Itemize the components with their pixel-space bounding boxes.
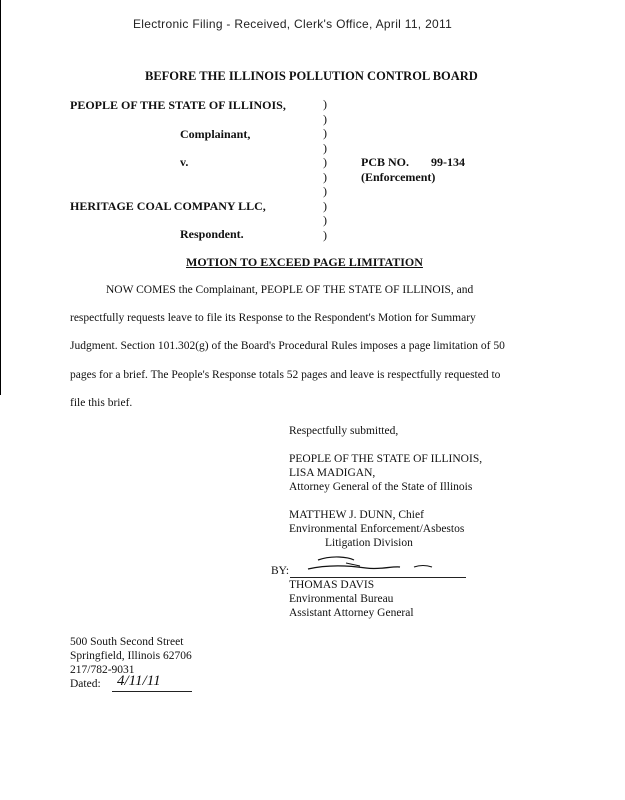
attorney-general-name: LISA MADIGAN, [289, 467, 376, 479]
body-line: Judgment. Section 101.302(g) of the Board's Procedural Rules imposes a page limitation of 50 [70, 340, 505, 352]
defendant-role: Respondent. [180, 227, 244, 241]
body-line: pages for a brief. The People's Response totals 52 pages and leave is respectfully requested to [70, 369, 501, 381]
attorney-bureau: Environmental Bureau [289, 593, 394, 605]
dated-label: Dated: [70, 678, 101, 690]
motion-title: MOTION TO EXCEED PAGE LIMITATION [186, 255, 423, 269]
filing-header: Electronic Filing - Received, Clerk's Office, April 11, 2011 [133, 17, 453, 31]
chief-division-line-2: Litigation Division [325, 537, 413, 549]
case-number [361, 155, 465, 170]
case-number-value: 99-134 [431, 155, 465, 169]
body-line: file this brief. [70, 397, 133, 409]
board-title: BEFORE THE ILLINOIS POLLUTION CONTROL BOARD [145, 69, 478, 83]
by-label: BY: [271, 565, 290, 577]
dated-value: 4/11/11 [117, 673, 161, 689]
address-city: Springfield, Illinois 62706 [70, 650, 192, 662]
signature-line [290, 577, 466, 578]
plaintiff-role: Complainant, [180, 127, 251, 141]
versus-label: v. [180, 155, 189, 169]
chief-division-line-1: Environmental Enforcement/Asbestos [289, 523, 465, 535]
handwritten-signature-icon [300, 552, 440, 576]
party-name: PEOPLE OF THE STATE OF ILLINOIS, [289, 453, 483, 465]
defendant-name: HERITAGE COAL COMPANY LLC, [70, 199, 266, 213]
address-phone: 217/782-9031 [70, 664, 135, 676]
scan-edge-line [0, 0, 1, 395]
respectfully-submitted: Respectfully submitted, [289, 425, 399, 437]
body-line: respectfully requests leave to file its Response to the Respondent's Motion for Summary [70, 312, 476, 324]
attorney-name: THOMAS DAVIS [289, 579, 375, 591]
caption-parentheses: ) ) ) ) ) ) ) ) ) ) [323, 97, 327, 242]
body-line: NOW COMES the Complainant, PEOPLE OF THE STATE OF ILLINOIS, and [106, 284, 474, 296]
chief-name: MATTHEW J. DUNN, Chief [289, 509, 424, 521]
attorney-general-title: Attorney General of the State of Illinois [289, 481, 473, 493]
plaintiff-name: PEOPLE OF THE STATE OF ILLINOIS, [70, 98, 286, 112]
case-number-label: PCB NO. [361, 155, 409, 169]
dated-line [112, 691, 192, 692]
case-type: (Enforcement) [361, 170, 436, 184]
attorney-title: Assistant Attorney General [289, 607, 414, 619]
address-street: 500 South Second Street [70, 636, 184, 648]
